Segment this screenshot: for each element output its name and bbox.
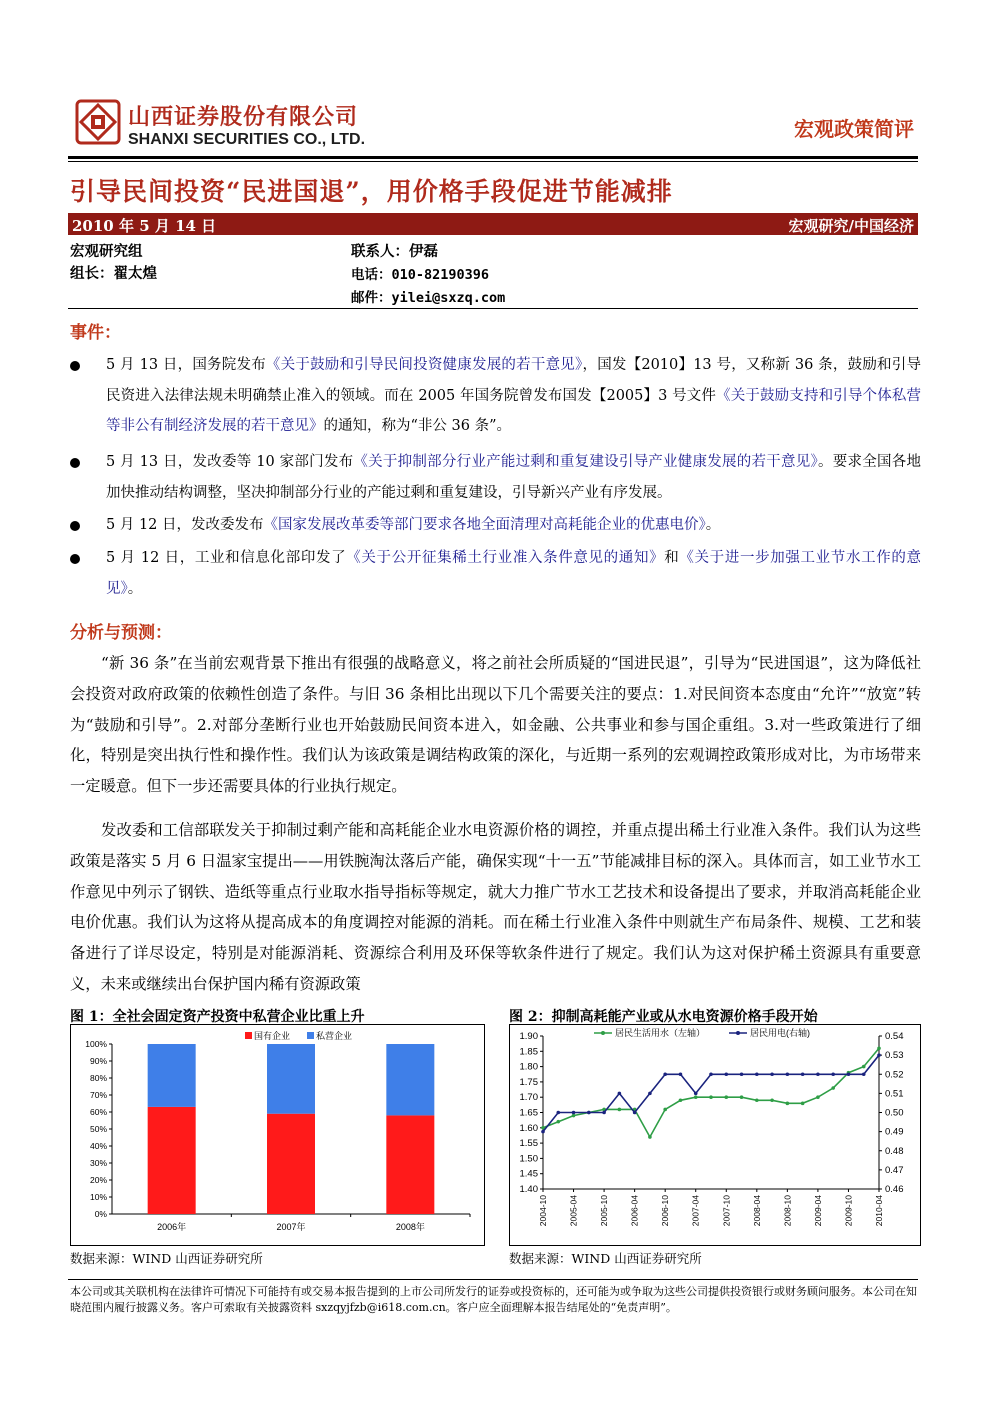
y-tick-label-left: 1.90	[519, 1031, 538, 1042]
event-text: 和	[664, 550, 680, 566]
date-category-bar	[68, 213, 918, 235]
x-tick-label: 2006-10	[660, 1195, 671, 1227]
data-point	[831, 1072, 835, 1076]
event-text: 5 月 12 日，发改委发布	[106, 517, 264, 533]
event-document-link[interactable]: 《关于进一步加强工业节水工作的意见》	[106, 550, 922, 597]
data-point	[618, 1108, 622, 1112]
y-tick-label: 60%	[89, 1107, 107, 1117]
data-point	[572, 1114, 576, 1118]
x-tick-label: 2007-10	[721, 1195, 732, 1227]
data-point	[816, 1095, 820, 1099]
data-point	[648, 1135, 652, 1139]
data-point	[679, 1098, 683, 1102]
figure2-chart	[509, 1024, 921, 1246]
author-phone: 电话：010-82190396	[351, 267, 490, 283]
data-point	[755, 1098, 759, 1102]
event-text: 。	[127, 580, 143, 597]
data-point	[541, 1130, 545, 1134]
y-tick-label: 70%	[89, 1090, 107, 1100]
x-tick-label: 2005-10	[599, 1195, 610, 1227]
data-point	[724, 1072, 728, 1076]
bar-segment	[386, 1115, 434, 1214]
legend-swatch	[245, 1032, 252, 1039]
event-document-link[interactable]: 《关于公开征集稀土行业准入条件意见的通知》	[346, 550, 665, 566]
data-point	[786, 1102, 790, 1106]
author-group: 宏观研究组	[70, 243, 143, 260]
data-point	[556, 1120, 560, 1124]
event-text: 的通知，称为“非公 36 条”。	[323, 418, 511, 434]
x-tick-label: 2007年	[276, 1222, 306, 1232]
author-contact: 联系人：伊磊	[351, 243, 438, 260]
data-point	[862, 1065, 866, 1069]
data-point	[770, 1098, 774, 1102]
data-point	[831, 1086, 835, 1090]
bar-segment	[267, 1114, 315, 1214]
legend-label: 居民生活用水（左轴）	[615, 1028, 706, 1038]
event-document-link[interactable]: 《关于抑制部分行业产能过剩和重复建设引导产业健康发展的若干意见》	[353, 454, 819, 470]
y-tick-label: 10%	[89, 1192, 107, 1202]
y-tick-label-left: 1.75	[519, 1076, 538, 1088]
y-tick-label: 80%	[89, 1073, 107, 1083]
data-point	[816, 1072, 820, 1076]
data-point	[786, 1072, 790, 1076]
data-point	[679, 1072, 683, 1076]
data-point	[618, 1092, 622, 1096]
x-tick-label: 2008年	[395, 1222, 425, 1232]
y-tick-label: 90%	[89, 1056, 107, 1066]
x-tick-label: 2006年	[157, 1222, 187, 1232]
event-document-link[interactable]: 《关于鼓励和引导民间投资健康发展的若干意见》	[265, 357, 583, 373]
x-tick-label: 2005-04	[568, 1195, 579, 1227]
data-point	[847, 1072, 851, 1076]
analysis-heading: 分析与预测：	[70, 623, 172, 643]
analysis-paragraph: 发改委和工信部联发关于抑制过剩产能和高耗能企业水电资源价格的调控，并重点提出稀土行业准入条件。我们认为这些政策是落实 5 月 6 日温家宝提出——用铁腕淘汰落后产能，确保实现“十一五”节能减排目标的深入。具体而言，如工业节水工作意见中列示了钢铁、造纸等重点行业取水指导指标等规定，就大力推广节水工艺技术和设备提出了要求，并取消高耗能企业电价优惠。我们认为这将从提高成本的角度调控对能源的消耗。而在稀土行业准入条件中则就生产布局条件、规模、工艺和装备进行了详尽设定，特别是对能源消耗、资源综合利用及环保等软条件进行了规定。我们认为这对保护稀土资源具有重要意义，未来或继续出台保护国内稀有资源政策	[70, 821, 921, 993]
figure1-title: 图 1：全社会固定资产投资中私营企业比重上升	[70, 1009, 365, 1025]
data-point	[862, 1072, 866, 1076]
data-point	[648, 1092, 652, 1096]
y-tick-label-right: 0.53	[885, 1050, 904, 1062]
y-tick-label-left: 1.60	[519, 1122, 538, 1134]
report-category: 宏观研究/中国经济	[788, 217, 914, 235]
y-tick-label-right: 0.48	[885, 1145, 904, 1157]
data-point	[740, 1095, 744, 1099]
y-tick-label: 50%	[89, 1124, 107, 1134]
event-item	[106, 350, 921, 442]
event-item	[106, 510, 921, 541]
event-text: 。	[705, 517, 721, 533]
header-rule-thin	[68, 161, 918, 162]
data-point	[724, 1095, 728, 1099]
report-title: 引导民间投资“民进国退”，用价格手段促进节能减排	[70, 177, 673, 206]
legend-marker	[601, 1031, 605, 1035]
event-text: 5 月 13 日，国务院发布	[106, 357, 266, 373]
bullet-icon	[70, 361, 80, 371]
bullet-icon	[70, 521, 80, 531]
y-tick-label-left: 1.85	[519, 1046, 538, 1058]
x-tick-label: 2008-04	[751, 1195, 762, 1227]
y-tick-label-right: 0.54	[885, 1031, 904, 1042]
figure2-source: 数据来源：WIND 山西证券研究所	[509, 1251, 702, 1266]
event-document-link[interactable]: 《关于鼓励支持和引导个体私营等非公有制经济发展的若干意见》	[106, 387, 922, 434]
event-text: 5 月 13 日，发改委等 10 家部门发布	[106, 454, 354, 470]
data-point	[740, 1072, 744, 1076]
data-point	[877, 1046, 881, 1050]
event-text: 。要求全国各地加快推动结构调整，坚决抑制部分行业的产能过剩和重复建设，引导新兴产业有序发展。	[106, 454, 922, 501]
y-tick-label-left: 1.65	[519, 1107, 538, 1119]
y-tick-label: 0%	[94, 1209, 107, 1219]
y-tick-label: 100%	[85, 1039, 107, 1049]
event-text: ，国发【2010】13 号，又称新 36 条，鼓励和引导民资进入法律法规未明确禁止准入的领域。而在 2005 年国务院曾发布国发【2005】3 号文件	[106, 357, 921, 404]
figure1-source: 数据来源：WIND 山西证券研究所	[70, 1251, 263, 1266]
data-point	[709, 1095, 713, 1099]
author-email: 邮件：yilei@sxzq.com	[351, 290, 506, 306]
data-point	[801, 1102, 805, 1106]
data-point	[755, 1072, 759, 1076]
disclaimer: 本公司或其关联机构在法律许可情况下可能持有或交易本报告提到的上市公司所发行的证券或投资标的，还可能为或争取为这些公司提供投资银行或财务顾问服务。本公司在知晓范围内履行披露义务。客户可索取有关披露资料 sxzqyjfzb@i618.com.cn。客户应全面理解本报告结尾处的“免责声明”。	[70, 1285, 917, 1314]
y-tick-label-left: 1.80	[519, 1061, 538, 1073]
data-point	[572, 1111, 576, 1115]
data-point	[694, 1092, 698, 1096]
event-document-link[interactable]: 《国家发展改革委等部门要求各地全面清理对高耗能企业的优惠电价》	[263, 517, 706, 533]
x-tick-label: 2010-04	[874, 1195, 884, 1227]
bar-segment	[386, 1044, 434, 1115]
y-tick-label-right: 0.50	[885, 1107, 904, 1119]
data-point	[770, 1072, 774, 1076]
data-point	[587, 1111, 591, 1115]
event-item	[106, 447, 921, 508]
x-tick-label: 2009-04	[812, 1195, 823, 1227]
event-text: 5 月 12 日，工业和信息化部印发了	[106, 550, 347, 566]
y-tick-label-right: 0.51	[885, 1088, 904, 1100]
y-tick-label-left: 1.40	[519, 1184, 538, 1195]
report-date: 2010 年 5 月 14 日	[72, 217, 217, 235]
bar-segment	[267, 1044, 315, 1114]
x-tick-label: 2007-04	[690, 1195, 701, 1227]
data-point	[877, 1053, 881, 1057]
x-tick-label: 2008-10	[782, 1195, 793, 1227]
x-tick-label: 2009-10	[843, 1195, 854, 1227]
figure1-chart	[70, 1024, 485, 1246]
event-item	[106, 543, 921, 604]
y-tick-label-right: 0.52	[885, 1069, 904, 1081]
bullet-icon	[70, 554, 80, 564]
company-name-en: SHANXI SECURITIES CO., LTD.	[128, 131, 366, 148]
data-point	[663, 1108, 667, 1112]
y-tick-label-right: 0.46	[885, 1184, 904, 1195]
legend-marker	[736, 1031, 740, 1035]
legend-label: 国有企业	[254, 1031, 291, 1041]
y-tick-label-left: 1.55	[519, 1138, 538, 1150]
company-logo-icon	[74, 98, 122, 150]
y-tick-label: 40%	[89, 1141, 107, 1151]
report-type: 宏观政策简评	[794, 117, 914, 141]
authors-rule	[68, 308, 918, 309]
footer-rule	[68, 1279, 918, 1280]
bar-segment	[148, 1107, 196, 1214]
x-tick-label: 2004-10	[538, 1195, 548, 1227]
author-leader: 组长：翟太煌	[70, 265, 157, 282]
data-point	[709, 1072, 713, 1076]
y-tick-label-left: 1.50	[519, 1153, 538, 1165]
y-tick-label: 30%	[89, 1158, 107, 1168]
x-tick-label: 2006-04	[629, 1195, 640, 1227]
y-tick-label-right: 0.49	[885, 1126, 904, 1138]
y-tick-label-left: 1.70	[519, 1092, 538, 1104]
events-heading: 事件：	[70, 323, 121, 343]
data-point	[801, 1072, 805, 1076]
data-point	[602, 1111, 606, 1115]
figure2-title: 图 2：抑制高耗能产业或从水电资源价格手段开始	[509, 1009, 818, 1025]
bar-segment	[148, 1044, 196, 1107]
legend-label: 私营企业	[316, 1031, 353, 1041]
company-name-cn: 山西证券股份有限公司	[128, 104, 359, 130]
y-tick-label-right: 0.47	[885, 1164, 904, 1176]
data-point	[633, 1111, 637, 1115]
data-point	[556, 1111, 560, 1115]
analysis-paragraph: “新 36 条”在当前宏观背景下推出有很强的战略意义，将之前社会所质疑的“国进民退”，引导为“民进国退”，这为降低社会投资对政府政策的依赖性创造了条件。与旧 36 条相比出现以下几个需要关注的要点：1.对民间资本态度由“允许”“放宽”转为“鼓励和引导”。2.对部分垄断行业也开始鼓励民间资本进入，如金融、公共事业和参与国企重组。3.对一些政策进行了细化，特别是突出执行性和操作性。我们认为该政策是调结构政策的深化，与近期一系列的宏观调控政策形成对比，为市场带来一定暖意。但下一步还需要具体的行业执行规定。	[70, 654, 921, 796]
legend-label: 居民用电(右轴)	[750, 1028, 810, 1038]
y-tick-label: 20%	[89, 1175, 107, 1185]
data-point	[663, 1072, 667, 1076]
bullet-icon	[70, 458, 80, 468]
data-point	[694, 1095, 698, 1099]
legend-swatch	[307, 1032, 314, 1039]
y-tick-label-left: 1.45	[519, 1168, 538, 1180]
header-rule	[68, 156, 918, 159]
